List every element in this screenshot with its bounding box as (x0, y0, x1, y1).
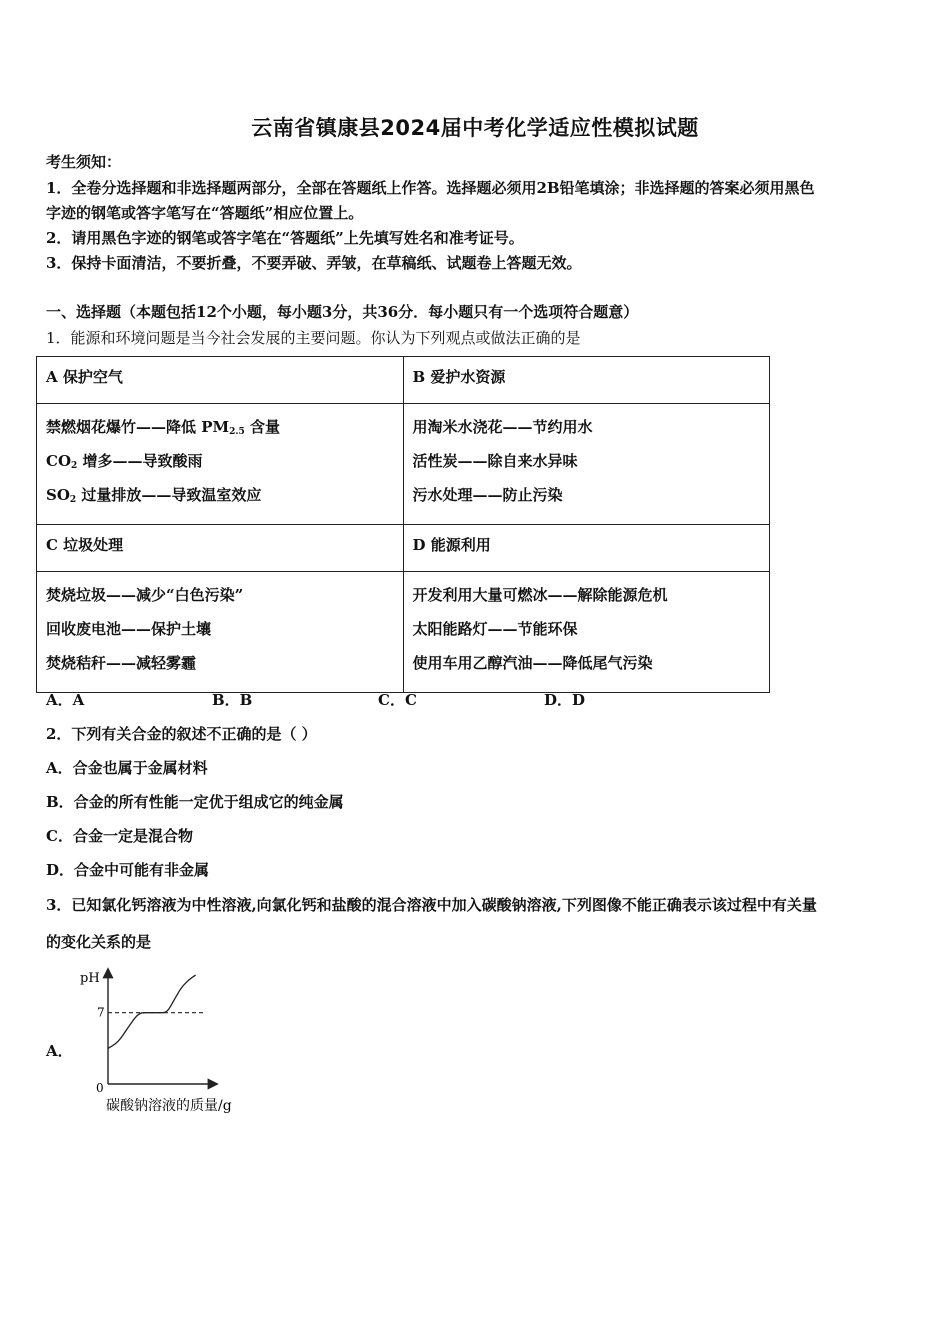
q1-option-a[interactable]: A．A (46, 691, 85, 709)
q1-option-b[interactable]: B．B (212, 691, 253, 709)
q1-b-item-2: 活性炭——除自来水异味 (412, 452, 578, 470)
q1-b-body (403, 404, 770, 525)
q1-a-header: A 保护空气 (37, 357, 404, 404)
q1-d-body (403, 572, 770, 693)
origin-label: 0 (96, 1081, 104, 1095)
q1-stem: 1．能源和环境问题是当今社会发展的主要问题。你认为下列观点或做法正确的是 (46, 329, 581, 347)
section-heading: 一、选择题（本题包括12个小题，每小题3分，共36分．每小题只有一个选项符合题意） (46, 303, 639, 321)
q1-b-header: B 爱护水资源 (403, 357, 770, 404)
ph-curve (108, 975, 196, 1048)
notice-heading: 考生须知： (46, 153, 122, 171)
q1-b-item-1: 用淘米水浇花——节约用水 (412, 418, 593, 436)
q1-d-item-2: 太阳能路灯——节能环保 (412, 620, 578, 638)
q1-c-item-1: 焚烧垃圾——减少“白色污染” (46, 586, 244, 604)
q1-c-item-2: 回收废电池——保护土壤 (46, 620, 212, 638)
q1-d-item-3: 使用车用乙醇汽油——降低尾气污染 (412, 654, 653, 672)
q1-a-item-1: 禁燃烟花爆竹——降低 $PM_{2.5}$ 含量 (46, 418, 281, 437)
q2-option-c[interactable]: C．合金一定是混合物 (46, 827, 193, 845)
page-title: 云南省镇康县2024届中考化学适应性模拟试题 (251, 116, 699, 140)
notice-item-1-line-2: 字迹的钢笔或答字笔写在“答题纸”相应位置上。 (46, 204, 364, 222)
x-axis-label: 碳酸钠溶液的质量/g (106, 1098, 232, 1114)
q2-option-a[interactable]: A．合金也属于金属材料 (46, 759, 208, 777)
q1-a-item-3: $SO_2$ 过量排放——导致温室效应 (46, 486, 262, 505)
q2-stem: 2．下列有关合金的叙述不正确的是（ ） (46, 725, 317, 743)
q1-table (36, 356, 770, 693)
y-axis-label: pH (80, 971, 100, 986)
q1-options (46, 689, 585, 710)
q3-stem-line-2: 的变化关系的是 (46, 933, 152, 951)
q1-c-body (37, 572, 404, 693)
q3-option-a-label[interactable]: A． (46, 1042, 73, 1060)
q2-option-d[interactable]: D．合金中可能有非金属 (46, 861, 210, 879)
q3-stem-line-1: 3．已知氯化钙溶液为中性溶液,向氯化钙和盐酸的混合溶液中加入碳酸钠溶液,下列图像不能正确表示该过程中有关量 (46, 896, 817, 914)
q1-d-header: D 能源利用 (403, 525, 770, 572)
notice-item-1-line-1: 1．全卷分选择题和非选择题两部分，全部在答题纸上作答。选择题必须用2B铅笔填涂；非选择题的答案必须用黑色 (46, 179, 815, 197)
ph-chart (70, 962, 280, 1120)
q1-option-d[interactable]: D．D (544, 691, 586, 709)
q1-option-c[interactable]: C．C (378, 691, 417, 709)
q1-a-item-2: $CO_2$ 增多——导致酸雨 (46, 452, 203, 471)
q1-c-item-3: 焚烧秸秆——减轻雾霾 (46, 654, 197, 672)
q1-d-item-1: 开发利用大量可燃冰——解除能源危机 (412, 586, 668, 604)
notice-item-3: 3．保持卡面清洁，不要折叠，不要弄破、弄皱，在草稿纸、试题卷上答题无效。 (46, 254, 582, 272)
q1-c-header: C 垃圾处理 (37, 525, 404, 572)
q2-option-b[interactable]: B．合金的所有性能一定优于组成它的纯金属 (46, 793, 344, 811)
reference-tick-label: 7 (97, 1005, 105, 1020)
q1-b-item-3: 污水处理——防止污染 (412, 486, 563, 504)
q1-a-body (37, 404, 404, 525)
notice-item-2: 2．请用黑色字迹的钢笔或答字笔在“答题纸”上先填写姓名和准考证号。 (46, 229, 524, 247)
